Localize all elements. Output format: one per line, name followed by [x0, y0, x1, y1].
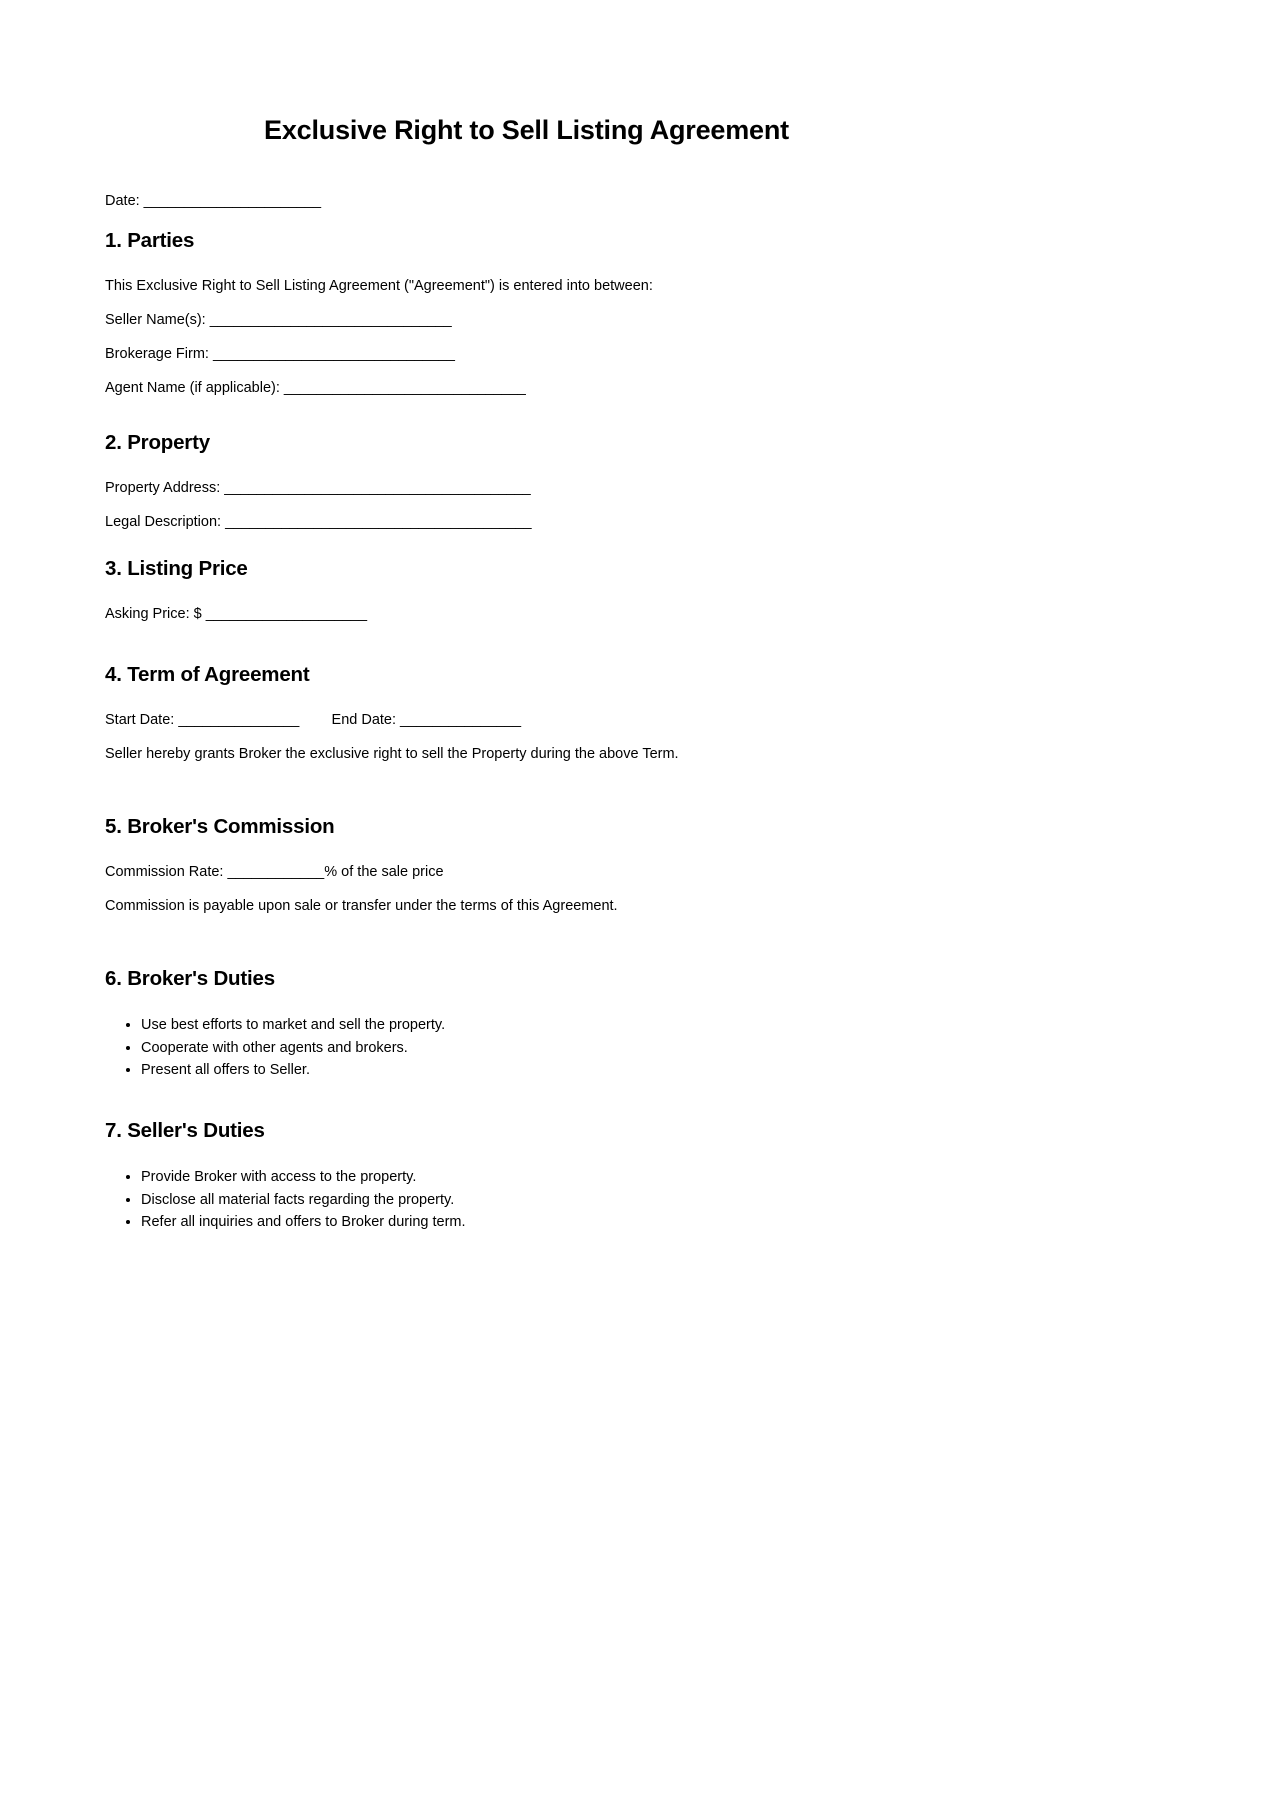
brokerage-firm-field[interactable]: Brokerage Firm: ______________________________: [105, 346, 455, 362]
term-grant-note: Seller hereby grants Broker the exclusive right to sell the Property during the above Term.: [105, 746, 679, 762]
seller-name-field[interactable]: Seller Name(s): ______________________________: [105, 312, 452, 328]
section-property: [105, 430, 1160, 532]
section-heading-listing-price: 3. Listing Price: [105, 557, 248, 580]
list-item: • Present all offers to Seller.: [141, 1059, 1160, 1082]
section-heading-sellers-duties: 7. Seller's Duties: [105, 1119, 265, 1142]
brokers-duties-list: [105, 1014, 1160, 1082]
section-heading-parties: 1. Parties: [105, 229, 195, 252]
list-item: • Cooperate with other agents and brokers.: [141, 1037, 1160, 1060]
list-item: • Disclose all material facts regarding the property.: [141, 1189, 1160, 1212]
section-sellers-duties: [105, 1118, 1160, 1234]
term-dates-field[interactable]: Start Date: _______________ End Date: _______________: [105, 712, 522, 728]
section-heading-property: 2. Property: [105, 431, 210, 454]
commission-rate-field[interactable]: Commission Rate: ____________% of the sale price: [105, 864, 444, 880]
property-address-field[interactable]: Property Address: ______________________________________: [105, 480, 531, 496]
legal-description-field[interactable]: Legal Description: ______________________________________: [105, 514, 532, 530]
page-title: Exclusive Right to Sell Listing Agreement: [264, 115, 789, 145]
commission-payable-note: Commission is payable upon sale or transfer under the terms of this Agreement.: [105, 898, 618, 914]
section-parties: [105, 228, 1160, 398]
section-term-of-agreement: [105, 662, 1160, 764]
list-item: • Use best efforts to market and sell the property.: [141, 1014, 1160, 1037]
section-brokers-commission: [105, 814, 1160, 916]
asking-price-field[interactable]: Asking Price: $ ____________________: [105, 606, 368, 622]
section-heading-brokers-duties: 6. Broker's Duties: [105, 967, 275, 990]
section-brokers-duties: [105, 966, 1160, 1082]
section-heading-commission: 5. Broker's Commission: [105, 815, 335, 838]
list-item: • Refer all inquiries and offers to Broker during term.: [141, 1211, 1160, 1234]
section-heading-term: 4. Term of Agreement: [105, 663, 310, 686]
section-listing-price: [105, 556, 1160, 624]
list-item: • Provide Broker with access to the property.: [141, 1166, 1160, 1189]
parties-intro-text: This Exclusive Right to Sell Listing Agreement ("Agreement") is entered into between:: [105, 278, 653, 294]
agent-name-field[interactable]: Agent Name (if applicable): ______________________________: [105, 380, 526, 396]
sellers-duties-list: [105, 1166, 1160, 1234]
date-field-line[interactable]: Date: ______________________: [105, 192, 322, 209]
